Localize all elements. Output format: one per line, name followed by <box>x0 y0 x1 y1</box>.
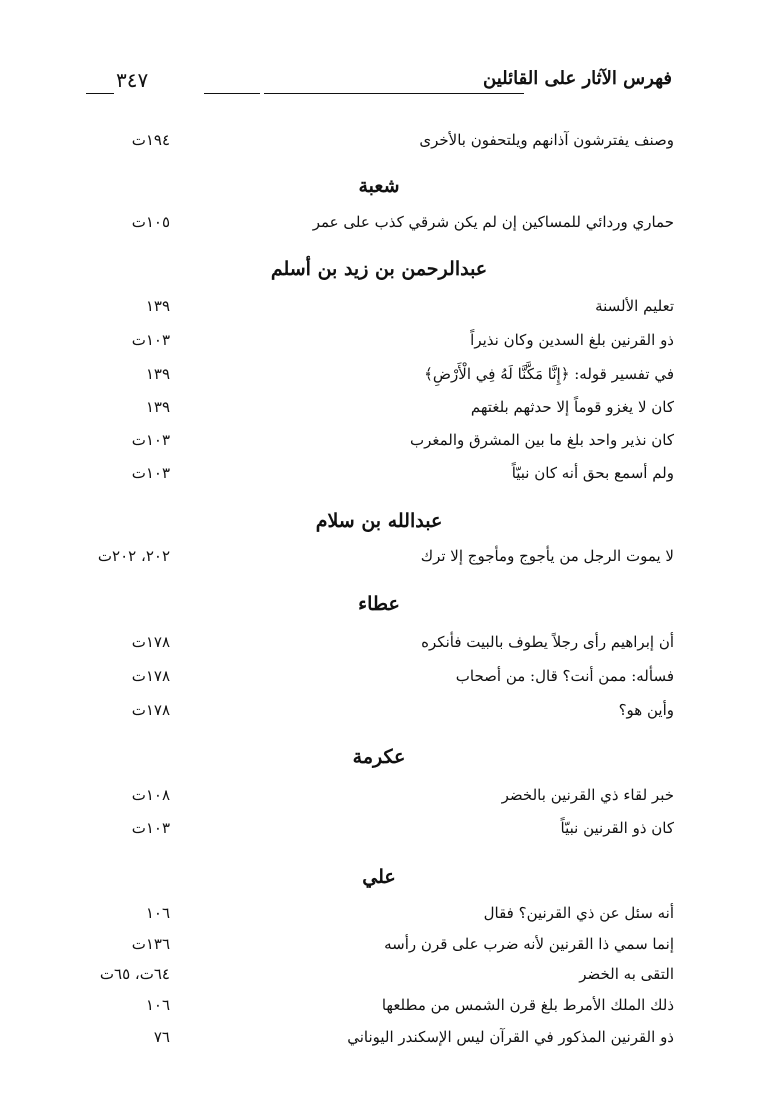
index-entry <box>80 996 674 1022</box>
index-entry <box>80 904 674 930</box>
index-entry <box>80 547 674 573</box>
entry-page-ref: ١٠٣ت <box>131 331 170 349</box>
entry-page-ref: ١٠٦ <box>145 996 170 1014</box>
entry-text: كان لا يغزو قوماً إلا حدثهم بلغتهم <box>470 398 674 416</box>
entry-page-ref: ١٠٦ <box>145 904 170 922</box>
index-entry <box>80 464 674 490</box>
section-title: عكرمة <box>352 746 406 768</box>
entry-text: ذو القرنين المذكور في القرآن ليس الإسكندر اليوناني <box>347 1028 674 1046</box>
page-header <box>86 66 672 104</box>
section-title: شعبة <box>358 175 400 197</box>
entry-text: أنه سئل عن ذي القرنين؟ فقال <box>483 904 674 922</box>
index-entry <box>80 701 674 727</box>
entry-page-ref: ١٠٣ت <box>131 819 170 837</box>
section-title: عبدالرحمن بن زيد بن أسلم <box>270 258 488 280</box>
index-entry <box>80 786 674 812</box>
entry-text: تعليم الألسنة <box>595 297 674 315</box>
entry-text: وصنف يفترشون آذانهم ويلتحفون بالأخرى <box>419 131 674 149</box>
entry-text: حماري وردائي للمساكين إن لم يكن شرقي كذب على عمر <box>312 213 674 231</box>
entry-page-ref: ١٣٩ <box>145 398 170 416</box>
page-number: ٣٤٧ <box>116 68 149 92</box>
index-entry <box>80 131 674 157</box>
entry-text: وأين هو؟ <box>618 701 674 719</box>
index-entry <box>80 398 674 424</box>
header-rule <box>204 93 260 94</box>
index-entry <box>80 431 674 457</box>
header-rule <box>264 93 524 94</box>
entry-page-ref: ١٧٨ت <box>131 633 170 651</box>
entry-page-ref: ٦٤ت، ٦٥ت <box>99 965 170 983</box>
entry-page-ref: ١٣٦ت <box>131 935 170 953</box>
index-entry <box>80 935 674 961</box>
index-entry <box>80 667 674 693</box>
entry-text: خبر لقاء ذي القرنين بالخضر <box>501 786 674 804</box>
entry-text: ذلك الملك الأمرط بلغ قرن الشمس من مطلعها <box>381 996 674 1014</box>
index-entry <box>80 297 674 323</box>
entry-text: ذو القرنين بلغ السدين وكان نذيراً <box>470 331 674 349</box>
entry-page-ref: ١٧٨ت <box>131 667 170 685</box>
entry-text: أن إبراهيم رأى رجلاً يطوف بالبيت فأنكره <box>421 633 674 651</box>
entry-page-ref: ١٠٣ت <box>131 464 170 482</box>
index-entry <box>80 213 674 239</box>
running-title: فهرس الآثار على القائلين <box>483 68 672 89</box>
index-entry <box>80 1028 674 1054</box>
entry-page-ref: ١٣٩ <box>145 297 170 315</box>
entry-text: التقى به الخضر <box>579 965 674 983</box>
entry-page-ref: ١٠٥ت <box>131 213 170 231</box>
entry-text: ولم أسمع بحق أنه كان نبيّاً <box>511 464 674 482</box>
entry-text: في تفسير قوله: ﴿إِنَّا مَكَّنَّا لَهُ فِي الْأَرْضِ﴾ <box>424 365 674 383</box>
header-rule <box>86 93 114 94</box>
entry-text: كان ذو القرنين نبيّاً <box>560 819 674 837</box>
entry-text: لا يموت الرجل من يأجوج ومأجوج إلا ترك <box>420 547 674 565</box>
index-entry <box>80 633 674 659</box>
entry-page-ref: ٧٦ <box>153 1028 170 1046</box>
index-entry <box>80 331 674 357</box>
entry-page-ref: ١٣٩ <box>145 365 170 383</box>
entry-page-ref: ١٩٤ت <box>131 131 170 149</box>
index-entry <box>80 965 674 991</box>
section-title: علي <box>362 866 396 888</box>
section-title: عطاء <box>358 593 400 615</box>
index-entry <box>80 365 674 391</box>
entry-text: إنما سمي ذا القرنين لأنه ضرب على قرن رأسه <box>384 935 674 953</box>
entry-page-ref: ١٠٣ت <box>131 431 170 449</box>
entry-text: فسأله: ممن أنت؟ قال: من أصحاب <box>455 667 674 685</box>
index-entry <box>80 819 674 845</box>
section-title: عبدالله بن سلام <box>315 510 443 532</box>
entry-page-ref: ١٧٨ت <box>131 701 170 719</box>
entry-text: كان نذير واحد بلغ ما بين المشرق والمغرب <box>409 431 674 449</box>
entry-page-ref: ١٠٨ت <box>131 786 170 804</box>
entry-page-ref: ٢٠٢، ٢٠٢ت <box>97 547 170 565</box>
